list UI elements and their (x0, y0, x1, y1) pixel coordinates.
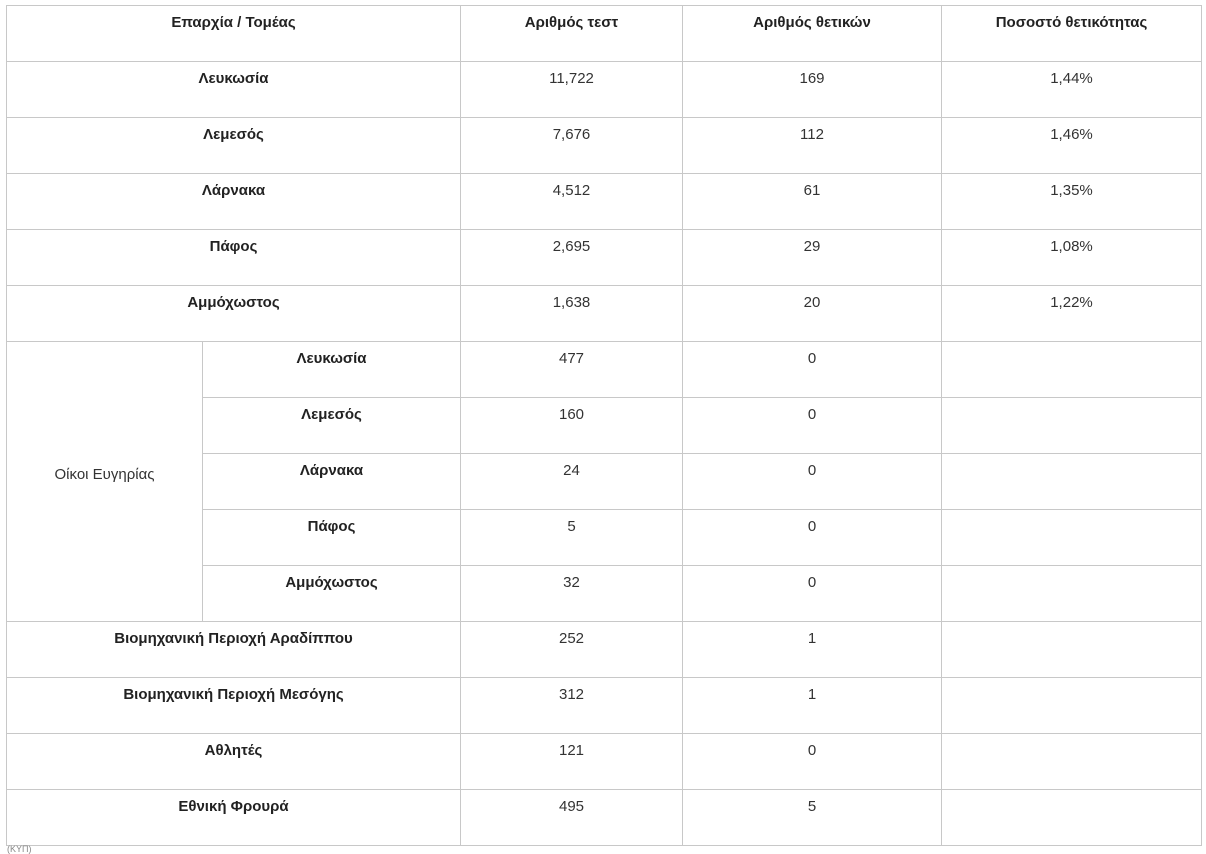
positives-cell: 1 (683, 678, 942, 734)
positives-cell: 1 (683, 622, 942, 678)
district-name: Αμμόχωστος (7, 286, 461, 342)
district-name: Λευκωσία (7, 62, 461, 118)
positives-cell: 0 (683, 734, 942, 790)
table-row (7, 790, 1202, 846)
table-row (7, 118, 1202, 174)
tests-cell: 121 (461, 734, 683, 790)
rate-cell (942, 790, 1202, 846)
tests-cell: 477 (461, 342, 683, 398)
rate-cell: 1,22% (942, 286, 1202, 342)
header-district-sector: Επαρχία / Τομέας (7, 6, 461, 62)
rate-cell (942, 454, 1202, 510)
positives-cell: 112 (683, 118, 942, 174)
care-home-district-name: Λεμεσός (203, 398, 461, 454)
positives-cell: 169 (683, 62, 942, 118)
tests-cell: 11,722 (461, 62, 683, 118)
sector-name: Εθνική Φρουρά (7, 790, 461, 846)
header-row (7, 6, 1202, 62)
rate-cell: 1,35% (942, 174, 1202, 230)
sector-name: Βιομηχανική Περιοχή Αραδίππου (7, 622, 461, 678)
tests-cell: 32 (461, 566, 683, 622)
rate-cell (942, 678, 1202, 734)
tests-cell: 160 (461, 398, 683, 454)
positives-cell: 29 (683, 230, 942, 286)
tests-cell: 312 (461, 678, 683, 734)
source-footnote: (ΚΥΠ) (7, 844, 32, 854)
rate-cell: 1,44% (942, 62, 1202, 118)
header-positives: Αριθμός θετικών (683, 6, 942, 62)
table-row (7, 62, 1202, 118)
table-row (7, 622, 1202, 678)
positives-cell: 0 (683, 510, 942, 566)
table-row (7, 174, 1202, 230)
tests-cell: 24 (461, 454, 683, 510)
positives-cell: 20 (683, 286, 942, 342)
testing-results-table (6, 5, 1202, 846)
header-positivity-rate: Ποσοστό θετικότητας (942, 6, 1202, 62)
tests-cell: 252 (461, 622, 683, 678)
care-home-district-name: Αμμόχωστος (203, 566, 461, 622)
rate-cell: 1,46% (942, 118, 1202, 174)
rate-cell (942, 566, 1202, 622)
care-home-district-name: Πάφος (203, 510, 461, 566)
sector-name: Βιομηχανική Περιοχή Μεσόγης (7, 678, 461, 734)
header-tests: Αριθμός τεστ (461, 6, 683, 62)
rate-cell (942, 734, 1202, 790)
table-row (7, 678, 1202, 734)
positives-cell: 0 (683, 342, 942, 398)
district-name: Πάφος (7, 230, 461, 286)
care-home-district-name: Λευκωσία (203, 342, 461, 398)
rate-cell (942, 398, 1202, 454)
tests-cell: 1,638 (461, 286, 683, 342)
positives-cell: 0 (683, 566, 942, 622)
care-homes-label: Οίκοι Ευγηρίας (7, 342, 203, 622)
positives-cell: 0 (683, 398, 942, 454)
rate-cell: 1,08% (942, 230, 1202, 286)
table-row (7, 286, 1202, 342)
district-name: Λάρνακα (7, 174, 461, 230)
tests-cell: 495 (461, 790, 683, 846)
positives-cell: 61 (683, 174, 942, 230)
rate-cell (942, 622, 1202, 678)
table-row (7, 734, 1202, 790)
positives-cell: 0 (683, 454, 942, 510)
care-home-district-name: Λάρνακα (203, 454, 461, 510)
rate-cell (942, 510, 1202, 566)
tests-cell: 7,676 (461, 118, 683, 174)
tests-cell: 4,512 (461, 174, 683, 230)
positives-cell: 5 (683, 790, 942, 846)
table-row (7, 342, 1202, 398)
tests-cell: 2,695 (461, 230, 683, 286)
sector-name: Αθλητές (7, 734, 461, 790)
rate-cell (942, 342, 1202, 398)
table-row (7, 230, 1202, 286)
district-name: Λεμεσός (7, 118, 461, 174)
tests-cell: 5 (461, 510, 683, 566)
